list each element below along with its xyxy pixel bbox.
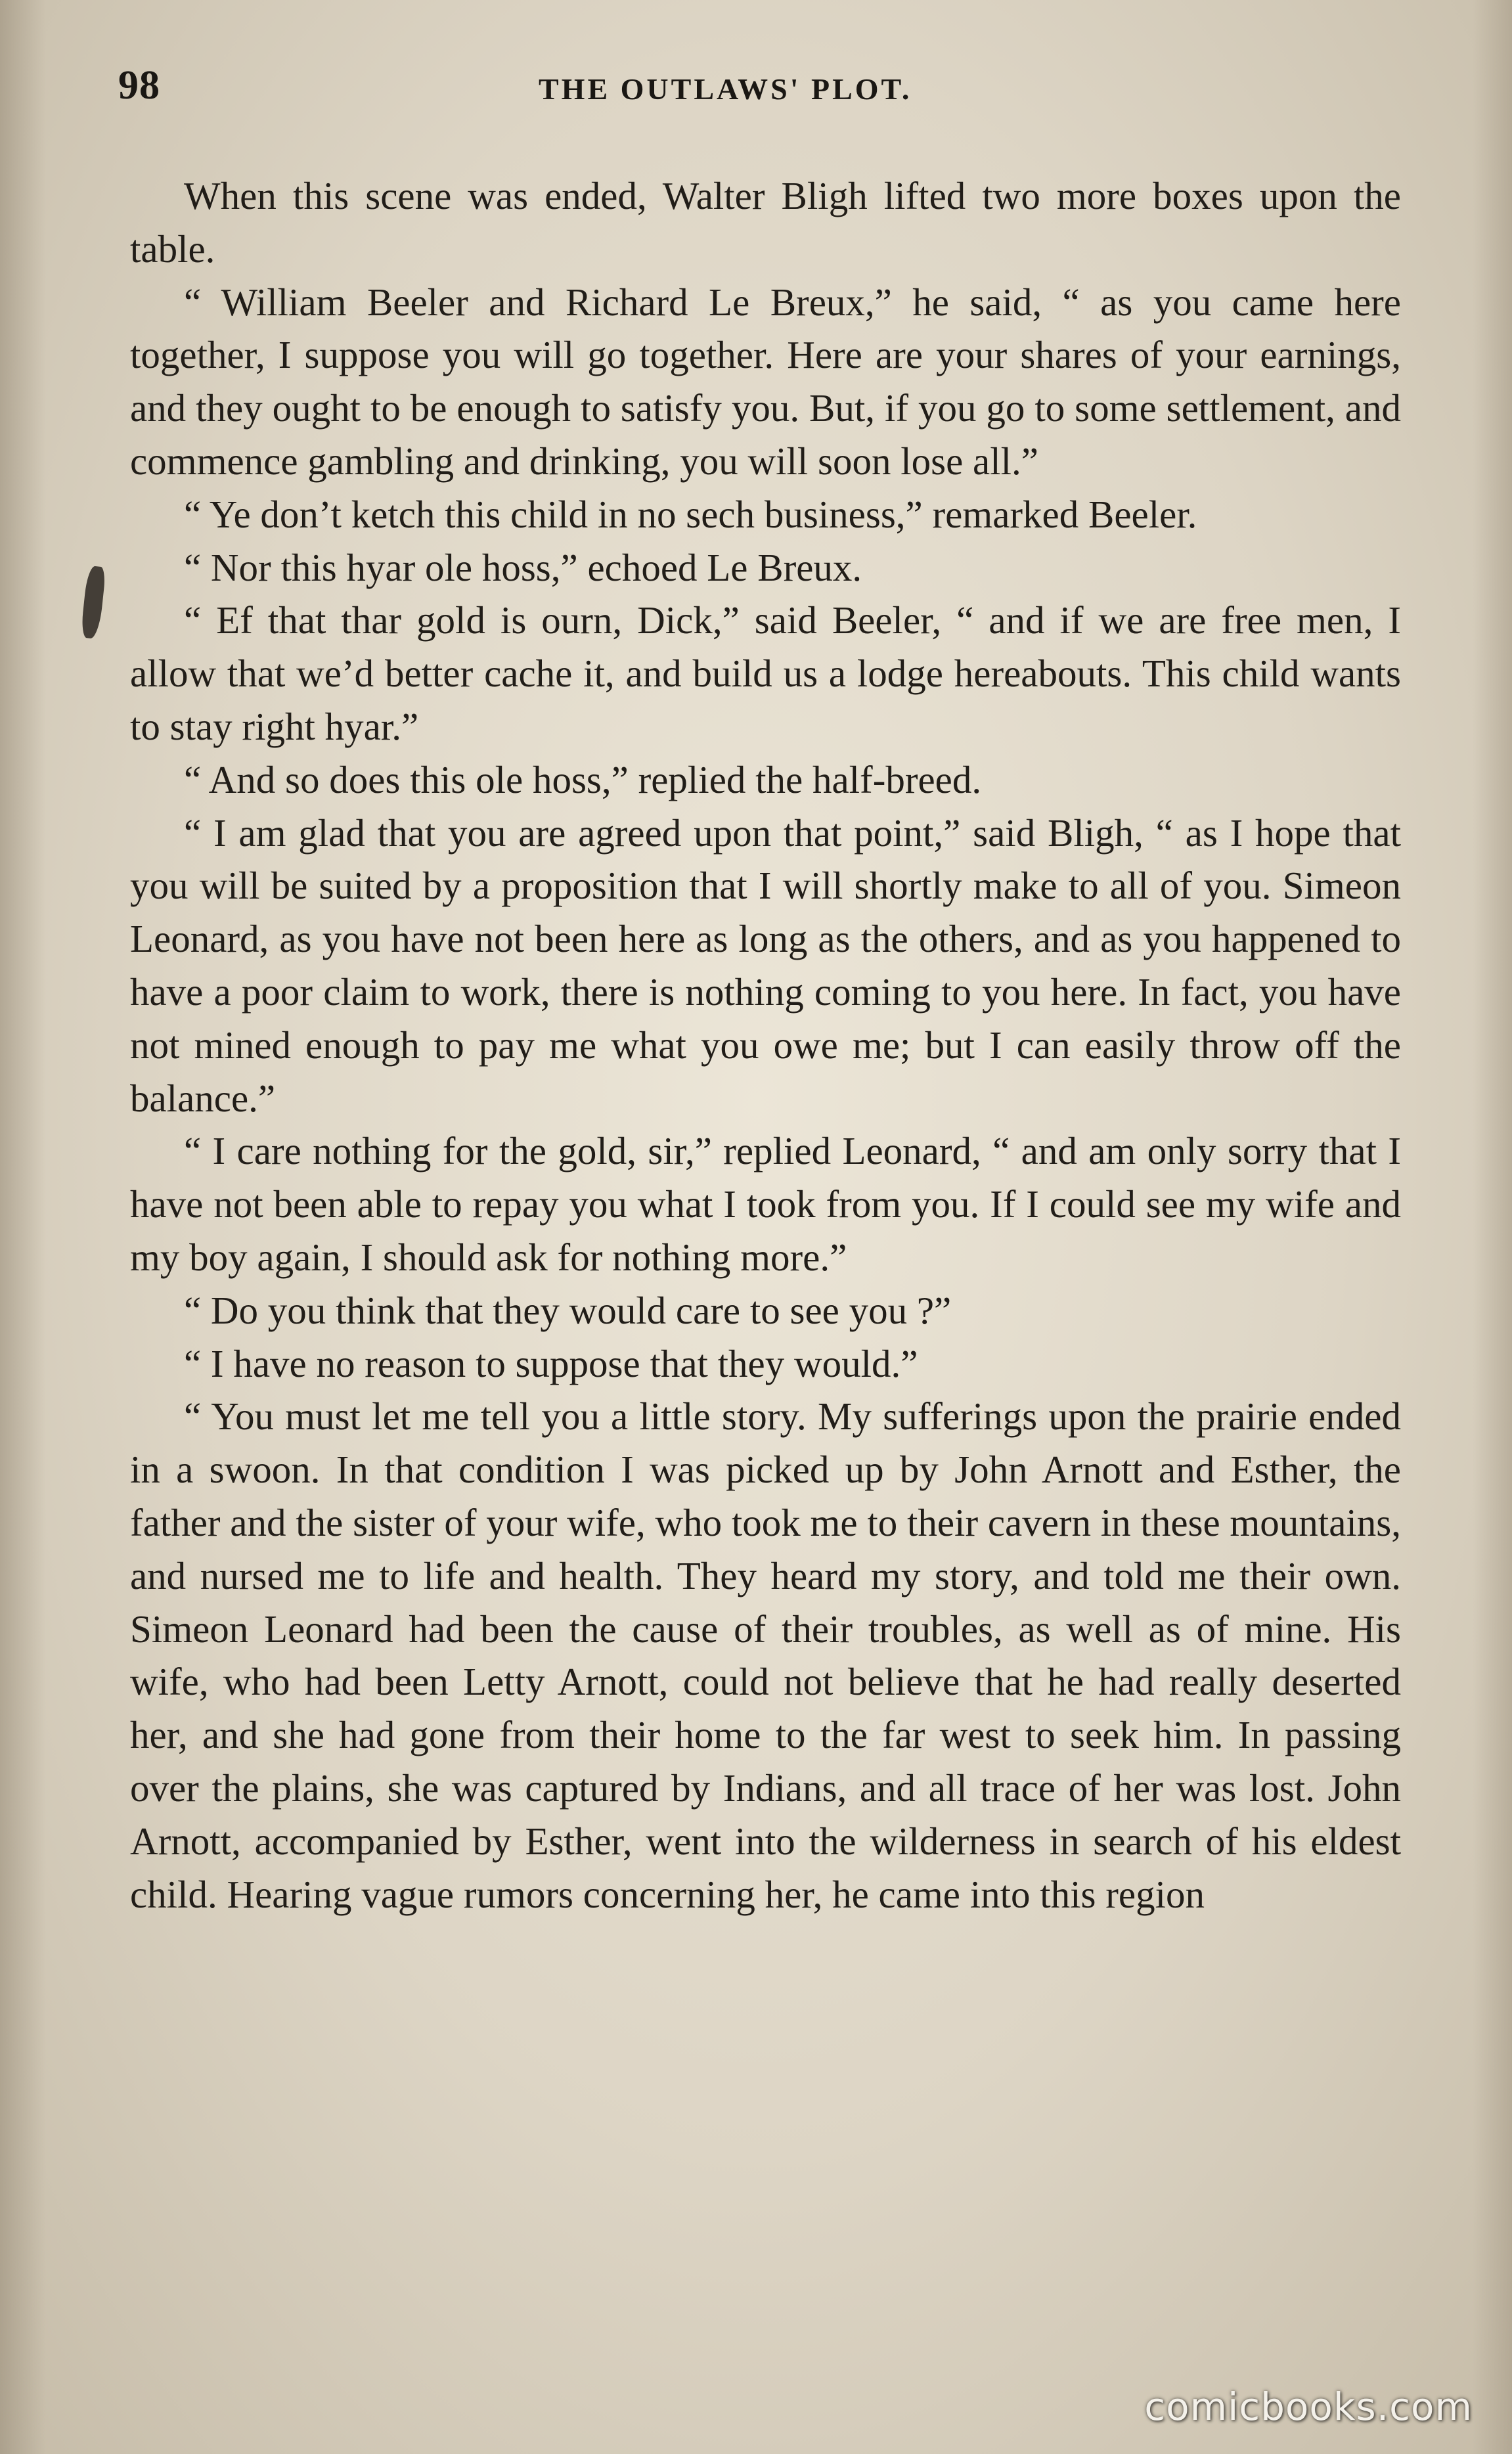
watermark: comicbooks.com [1144, 2384, 1473, 2429]
paragraph: “ Nor this hyar ole hoss,” echoed Le Breux. [184, 545, 862, 589]
paragraph: “ I am glad that you are agreed upon that point,” said Bligh, “ as I hope that you will be suited by a proposition that I will shortly make to all of you. Simeon Leonard, as you have not been here as long as the others, and as you happened to have a poor claim to work, there is nothing coming to you here. In fact, you have not mined enough to pay me what you owe me; but I can easily throw off the balance.” [130, 811, 1401, 1120]
paragraph: “ You must let me tell you a little story. My sufferings upon the prairie ended in a swoon. In that condition I was picked up by John Arnott and Esther, the father and the sister of your wife, who took me to their cavern in these mountains, and nursed me to life and health. They heard my story, and told me their own. Simeon Leonard had been the cause of their troubles, as well as of mine. His wife, who had been Letty Arnott, could not believe that he had really deserted her, and she had gone from their home to the far west to seek him. In passing over the plains, she was captured by Indians, and all trace of her was lost. John Arnott, accompanied by Esther, went into the wilderness in search of his eldest child. Hearing vague rumors concerning her, he came into this region [130, 1394, 1401, 1916]
paragraph: “ I care nothing for the gold, sir,” replied Leonard, “ and am only sorry that I have not been able to repay you what I took from you. If I could see my wife and my boy again, I should ask for nothing more.” [130, 1129, 1401, 1279]
body-text [130, 169, 1401, 1921]
page-number: 98 [118, 63, 160, 108]
paragraph: “ And so does this ole hoss,” replied the half-breed. [184, 757, 982, 801]
ink-smudge [80, 566, 106, 639]
paragraph: “ Do you think that they would care to see you ?” [184, 1288, 952, 1332]
paragraph: “ William Beeler and Richard Le Breux,” he said, “ as you came here together, I suppose you will go together. Here are your shares of your earnings, and they ought to be enough to satisfy you. But, if you go to some settlement, and commence gambling and drinking, you will soon lose all.” [130, 280, 1401, 483]
running-head: THE OUTLAWS' PLOT. [539, 72, 912, 106]
page-header [118, 62, 1399, 122]
page-shadow-left [0, 0, 46, 2454]
page-shadow-right [1473, 0, 1512, 2454]
paragraph: “ Ef that thar gold is ourn, Dick,” said Beeler, “ and if we are free men, I allow that we’d better cache it, and build us a lodge hereabouts. This child wants to stay right hyar.” [130, 598, 1401, 748]
paragraph: “ I have no reason to suppose that they would.” [184, 1341, 918, 1385]
paragraph: When this scene was ended, Walter Bligh lifted two more boxes upon the table. [130, 174, 1401, 271]
paragraph: “ Ye don’t ketch this child in no sech business,” remarked Beeler. [184, 492, 1197, 536]
